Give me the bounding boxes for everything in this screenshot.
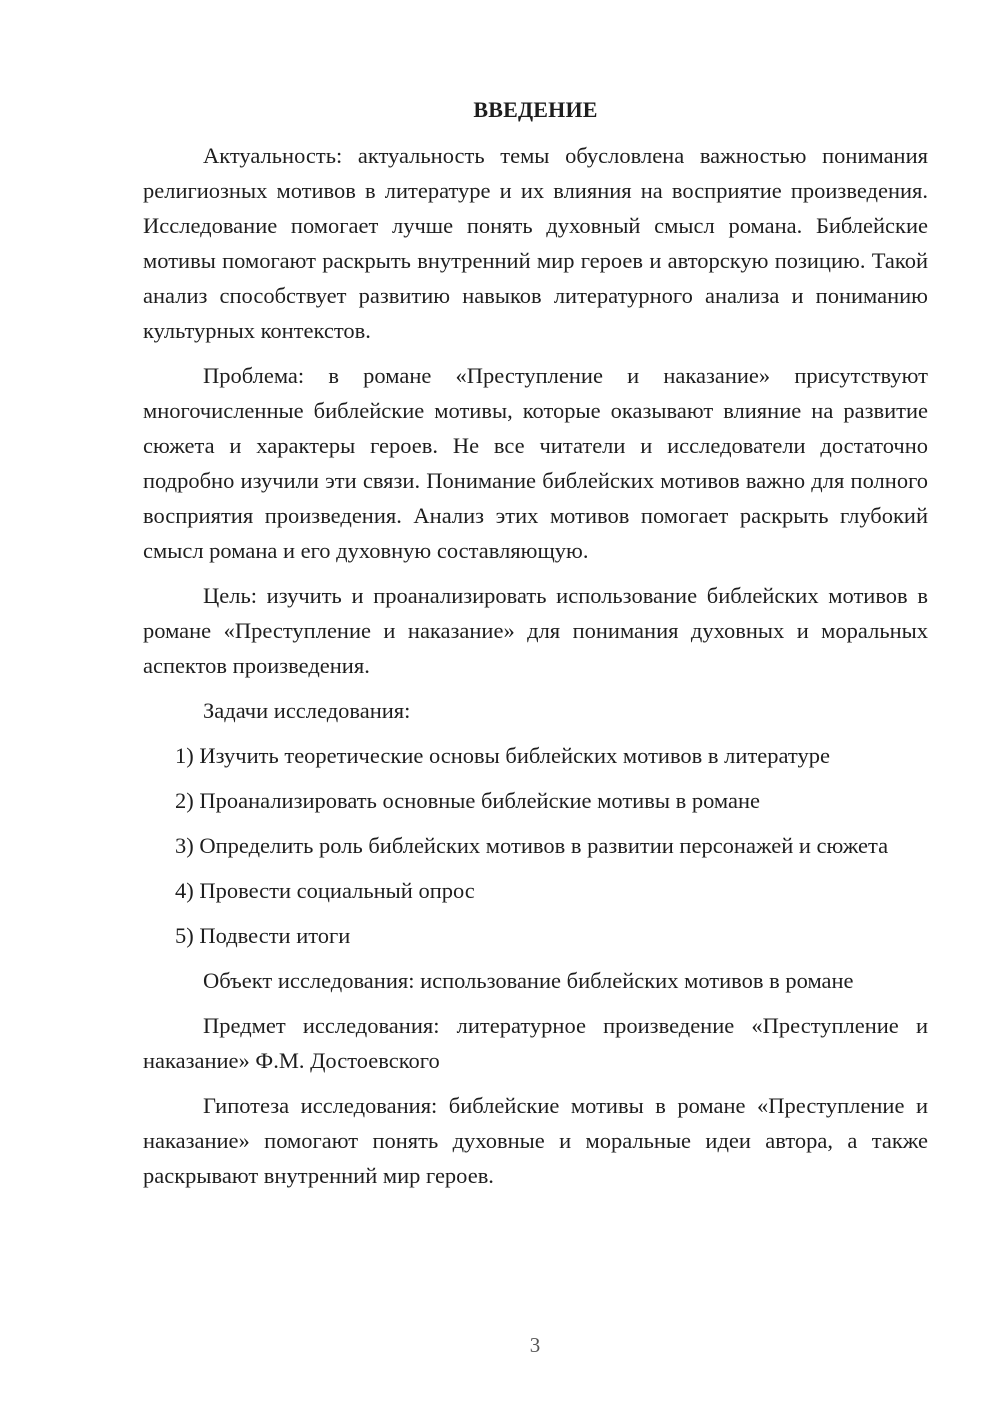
task-item: 2) Проанализировать основные библейские мотивы в романе [175, 788, 761, 813]
object-paragraph: Объект исследования: использование библейских мотивов в романе [203, 968, 854, 993]
document-body [143, 95, 928, 1203]
tasks-list [143, 738, 928, 953]
task-item: 5) Подвести итоги [175, 923, 351, 948]
task-item: 1) Изучить теоретические основы библейских мотивов в литературе [175, 743, 830, 768]
relevance-paragraph: Актуальность: актуальность темы обусловлена важностью понимания религиозных мотивов в литературе и их влияния на восприятие произведения. Исследование помогает лучше понять духовный смысл романа. Библейские мотивы помогают раскрыть внутренний мир героев и авторскую позицию. Такой анализ способствует развитию навыков литературного анализа и пониманию культурных контекстов. [143, 143, 928, 343]
subject-paragraph: Предмет исследования: литературное произведение «Преступление и наказание» Ф.М. Достоевского [143, 1013, 928, 1073]
tasks-heading: Задачи исследования: [203, 698, 411, 723]
goal-paragraph: Цель: изучить и проанализировать использование библейских мотивов в романе «Преступление и наказание» для понимания духовных и моральных аспектов произведения. [143, 583, 928, 678]
problem-paragraph: Проблема: в романе «Преступление и наказание» присутствуют многочисленные библейские мотивы, которые оказывают влияние на развитие сюжета и характеры героев. Не все читатели и исследователи достаточно подробно изучили эти связи. Понимание библейских мотивов важно для полного восприятия произведения. Анализ этих мотивов помогает раскрыть глубокий смысл романа и его духовную составляющую. [143, 363, 928, 563]
page-number: 3 [529, 1333, 541, 1357]
task-item: 4) Провести социальный опрос [175, 878, 475, 903]
hypothesis-paragraph: Гипотеза исследования: библейские мотивы в романе «Преступление и наказание» помогают понять духовные и моральные идеи автора, а также раскрывают внутренний мир героев. [143, 1093, 928, 1188]
task-item: 3) Определить роль библейских мотивов в развитии персонажей и сюжета [175, 833, 889, 858]
section-title: ВВЕДЕНИЕ [473, 97, 598, 122]
